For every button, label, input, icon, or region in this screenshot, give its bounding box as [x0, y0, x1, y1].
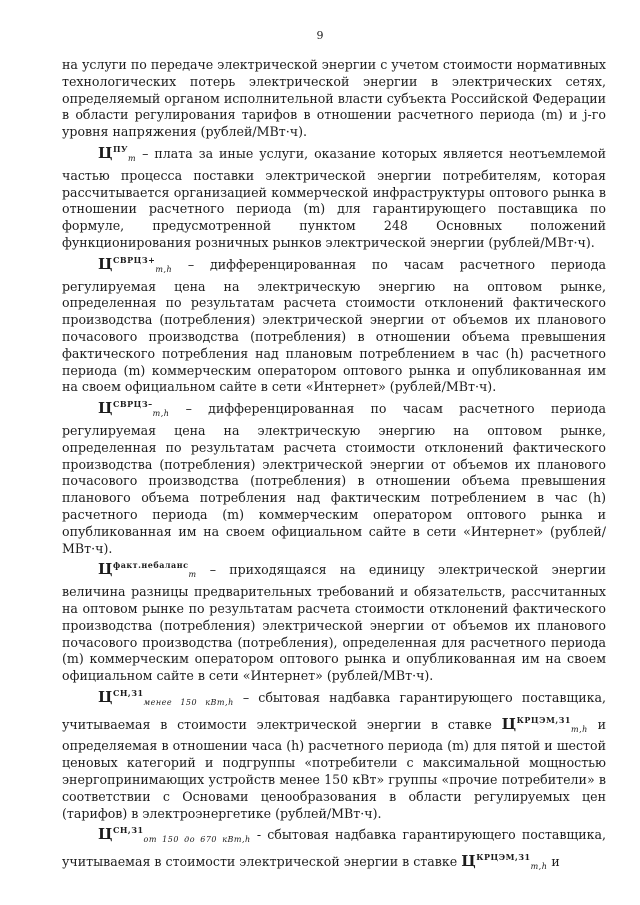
definition-text: – дифференцированная по часам расчетного периода регулируемая цена на электрическую энергию на оптовом рынке, определенная по результатам расчета стоимости отклонений фактического производства (потребления) электрической энергии от объемов их планового почасового производства (потребления) в отношении объема превышения планового объема потребления над фактическим потреблением в час (h) расчетного периода (m) коммерческим оператором оптового рынка и опубликованная им на своем официальном сайте в сети «Интернет» (рублей/МВт·ч). — [62, 401, 606, 556]
page-number: 9 — [316, 29, 324, 42]
definition-text: – плата за иные услуги, оказание которых является неотъемлемой частью процесса поставки электрической энергии потребителям, которая рассчитывается организацией коммерческой инфраструктуры оптового рынка в отношении расчетного периода (m) для гарантирующего поставщика по формуле, предусмотренной пунктом 248 Основных положений функционирования розничных рынков электрической энергии (рублей/МВт·ч). — [62, 145, 606, 250]
formula-symbol: $Ц^{ПУ}_m$ — [98, 143, 137, 163]
definition-text-a: - сбытовая надбавка гарантирующего поставщика, учитываемая в стоимости электрической энергии в ставке — [62, 827, 606, 870]
inline-formula-symbol: $Ц^{КРЦЭМ,З1}_{m,h}$ — [501, 714, 588, 734]
formula-symbol: $Ц^{СВРЦЗ-}_{m,h}$ — [98, 399, 170, 419]
formula-symbol: $Ц^{СВРЦЗ+}_{m,h}$ — [98, 254, 173, 274]
formula-symbol: $Ц^{СН,З1}_{от 150 до 670 кВт,h}$ — [98, 825, 251, 845]
definition-text-a: – сбытовая надбавка гарантирующего поставщика, учитываемая в стоимости электрической энергии в ставке — [62, 689, 606, 732]
definition-plata-inye-uslugi — [62, 141, 606, 252]
intro-paragraph: на услуги по передаче электрической энергии с учетом стоимости нормативных технологических потерь электрической энергии в электрических сетях, определяемый органом исполнительной власти субъекта Российской Федерации в области регулирования тарифов в отношении расчетного периода (m) и j-го уровня напряжения (рублей/МВт·ч). — [62, 57, 606, 140]
definition-text-b: и определяемая в отношении часа (h) расчетного периода (m) для пятой и шестой ценовых категорий и подгруппы «потребители с максимальной мощностью энергопринимающих устройств менее 150 кВт» группы «прочие потребители» в соответствии с Основами ценообразования в области регулируемых цен (тарифов) в электроэнергетике (рублей/МВт·ч). — [62, 716, 606, 821]
document-body — [62, 57, 606, 876]
definition-svrc-plus — [62, 252, 606, 396]
formula-symbol: $Ц^{СН,З1}_{менее 150 кВт,h}$ — [98, 687, 234, 707]
definition-svrc-minus — [62, 396, 606, 557]
definition-sbyt-nadbavka-less-150 — [62, 685, 606, 823]
definition-text: – дифференцированная по часам расчетного периода регулируемая цена на электрическую энергию на оптовом рынке, определенная по результатам расчета стоимости отклонений фактического производства (потребления) электрической энергии от объемов их планового почасового производства (потребления) в отношении объема превышения фактического потребления над плановым потреблением в час (h) расчетного периода (m) коммерческим оператором оптового рынка и опубликованная им на своем официальном сайте в сети «Интернет» (рублей/МВт·ч). — [62, 256, 606, 395]
definition-sbyt-nadbavka-150-670 — [62, 822, 606, 876]
definition-fakt-nebalans — [62, 557, 606, 685]
definition-text: – приходящаяся на единицу электрической энергии величина разницы предварительных требований и обязательств, рассчитанных на оптовом рынке по результатам расчета стоимости отклонений фактического производства (потребления) электрической энергии от объемов их планового почасового производства (потребления), определенная для расчетного периода (m) коммерческим оператором оптового рынка и опубликованная им на своем официальном сайте в сети «Интернет» (рублей/МВт·ч). — [62, 562, 606, 684]
inline-formula-symbol: $Ц^{КРЦЭМ,З1}_{m,h}$ — [461, 852, 548, 872]
formula-symbol: $Ц^{факт.небаланс}_m$ — [98, 560, 197, 580]
definition-text-b: и — [551, 854, 560, 870]
